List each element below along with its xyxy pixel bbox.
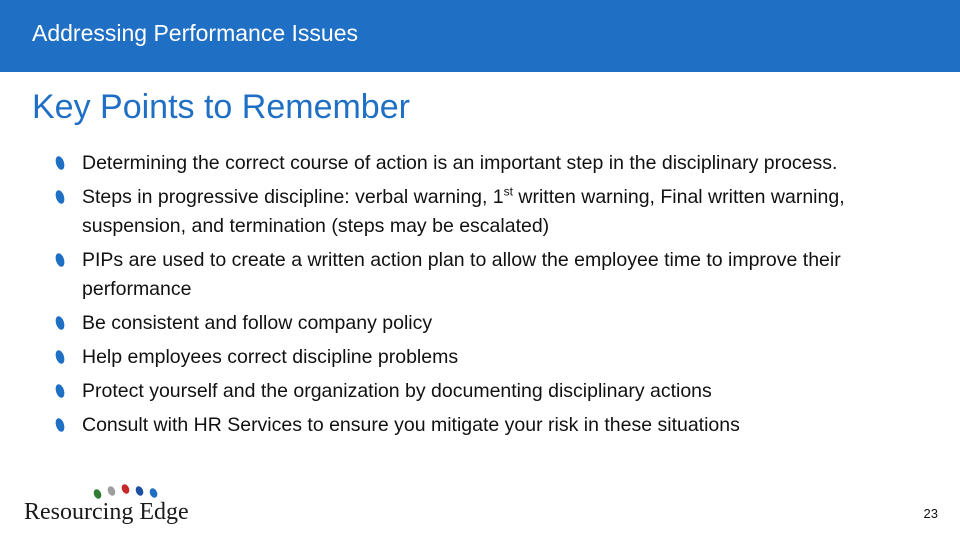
bullet-icon bbox=[54, 383, 66, 399]
bullet-list bbox=[54, 149, 924, 445]
bullet-item bbox=[54, 183, 924, 241]
header-title: Addressing Performance Issues bbox=[32, 20, 358, 46]
logo-text: Resourcing Edge bbox=[24, 499, 189, 525]
bullet-icon bbox=[54, 189, 66, 205]
bullet-item bbox=[54, 411, 924, 440]
bullet-item bbox=[54, 246, 924, 304]
bullet-text: Determining the correct course of action is an important step in the disciplinary process. bbox=[82, 152, 838, 174]
bullet-icon bbox=[54, 417, 66, 433]
logo-dot-icon bbox=[106, 485, 117, 497]
bullet-item bbox=[54, 309, 924, 338]
bullet-text-part: Steps in progressive discipline: verbal warning, 1 bbox=[82, 186, 504, 208]
slide-title: Key Points to Remember bbox=[32, 88, 410, 126]
bullet-item bbox=[54, 377, 924, 406]
bullet-icon bbox=[54, 315, 66, 331]
company-logo bbox=[24, 484, 224, 524]
bullet-text: Help employees correct discipline problems bbox=[82, 346, 459, 368]
logo-dot-icon bbox=[120, 483, 131, 495]
bullet-item bbox=[54, 343, 924, 372]
page-number: 23 bbox=[923, 506, 938, 521]
bullet-icon bbox=[54, 349, 66, 365]
bullet-text: Be consistent and follow company policy bbox=[82, 312, 433, 334]
bullet-text: PIPs are used to create a written action plan to allow the employee time to improve their performance bbox=[82, 249, 841, 300]
ordinal-suffix: st bbox=[503, 184, 513, 199]
logo-dots bbox=[94, 484, 184, 498]
bullet-icon bbox=[54, 155, 66, 171]
logo-dot-icon bbox=[134, 485, 145, 497]
bullet-text-part: written warning, Final written warning, suspension, and termination (steps may be escalated) bbox=[82, 186, 845, 237]
bullet-text: Consult with HR Services to ensure you mitigate your risk in these situations bbox=[82, 414, 740, 436]
bullet-icon bbox=[54, 252, 66, 268]
header-bar bbox=[0, 0, 960, 72]
bullet-text: Protect yourself and the organization by documenting disciplinary actions bbox=[82, 380, 712, 402]
bullet-item bbox=[54, 149, 924, 178]
